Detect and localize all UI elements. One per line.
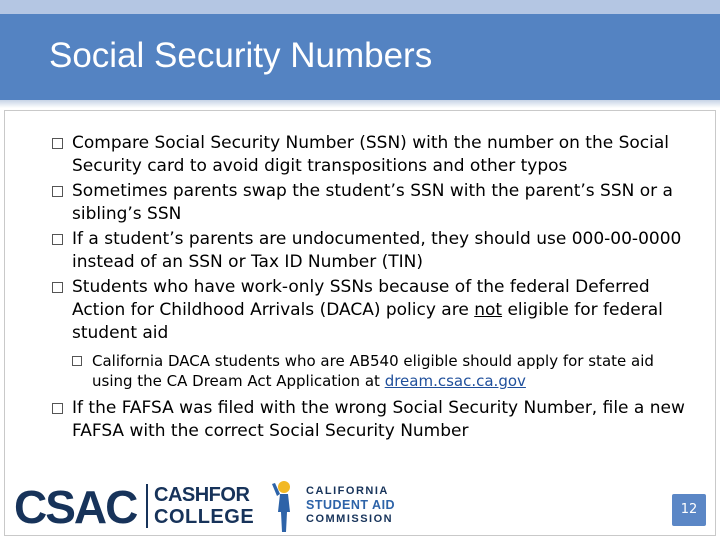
bullet-text: If the FAFSA was filed with the wrong Social Security Number, file a new FAFSA with the correct Social Security Number xyxy=(72,398,685,441)
logo-divider xyxy=(146,484,148,528)
checkbox-bullet-icon xyxy=(52,282,63,293)
csac-logo: CSAC xyxy=(14,481,137,533)
csa-line3: COMMISSION xyxy=(306,513,394,525)
bullet-text: Students who have work-only SSNs because of the federal Deferred Action for Childhood Arrivals (DACA) policy are xyxy=(72,277,650,320)
page-number-badge: 12 xyxy=(672,494,706,526)
dream-act-link[interactable]: dream.csac.ca.gov xyxy=(384,372,526,390)
checkbox-bullet-icon xyxy=(52,403,63,414)
csa-line1: CALIFORNIA xyxy=(306,485,389,497)
bullet-item xyxy=(52,276,692,345)
slide-title: Social Security Numbers xyxy=(49,36,433,75)
checkbox-bullet-icon xyxy=(52,186,63,197)
banner-shadow xyxy=(0,100,720,108)
cash-for-college-logo-line2: COLLEGE xyxy=(154,506,255,528)
csa-line2: STUDENT AID xyxy=(306,498,396,512)
bullet-item xyxy=(52,132,692,178)
checkbox-bullet-icon xyxy=(52,138,63,149)
california-student-aid-commission-logo xyxy=(306,484,395,526)
bullet-item xyxy=(52,180,692,226)
footer xyxy=(0,476,720,540)
bullet-item xyxy=(52,228,692,274)
emphasis-not: not xyxy=(474,300,503,320)
student-aid-figure-icon xyxy=(268,478,298,534)
sub-bullet-item xyxy=(72,351,692,391)
top-accent-strip xyxy=(0,0,720,14)
checkbox-bullet-icon xyxy=(72,356,82,366)
cash-for-college-logo-line1: CASHFOR xyxy=(154,484,250,506)
bullet-item xyxy=(52,397,692,443)
bullet-text-end: eligible for federal student aid xyxy=(72,300,663,343)
checkbox-bullet-icon xyxy=(52,234,63,245)
bullet-list xyxy=(52,132,692,445)
bullet-text: Sometimes parents swap the student’s SSN with the parent’s SSN or a sibling’s SSN xyxy=(72,181,673,224)
bullet-text: Compare Social Security Number (SSN) with the number on the Social Security card to avoid digit transpositions and other typos xyxy=(72,133,670,176)
sub-bullet-text: California DACA students who are AB540 eligible should apply for state aid using the CA Dream Act Application at xyxy=(92,352,654,390)
bullet-text: If a student’s parents are undocumented, they should use 000-00-0000 instead of an SSN or Tax ID Number (TIN) xyxy=(72,229,682,272)
